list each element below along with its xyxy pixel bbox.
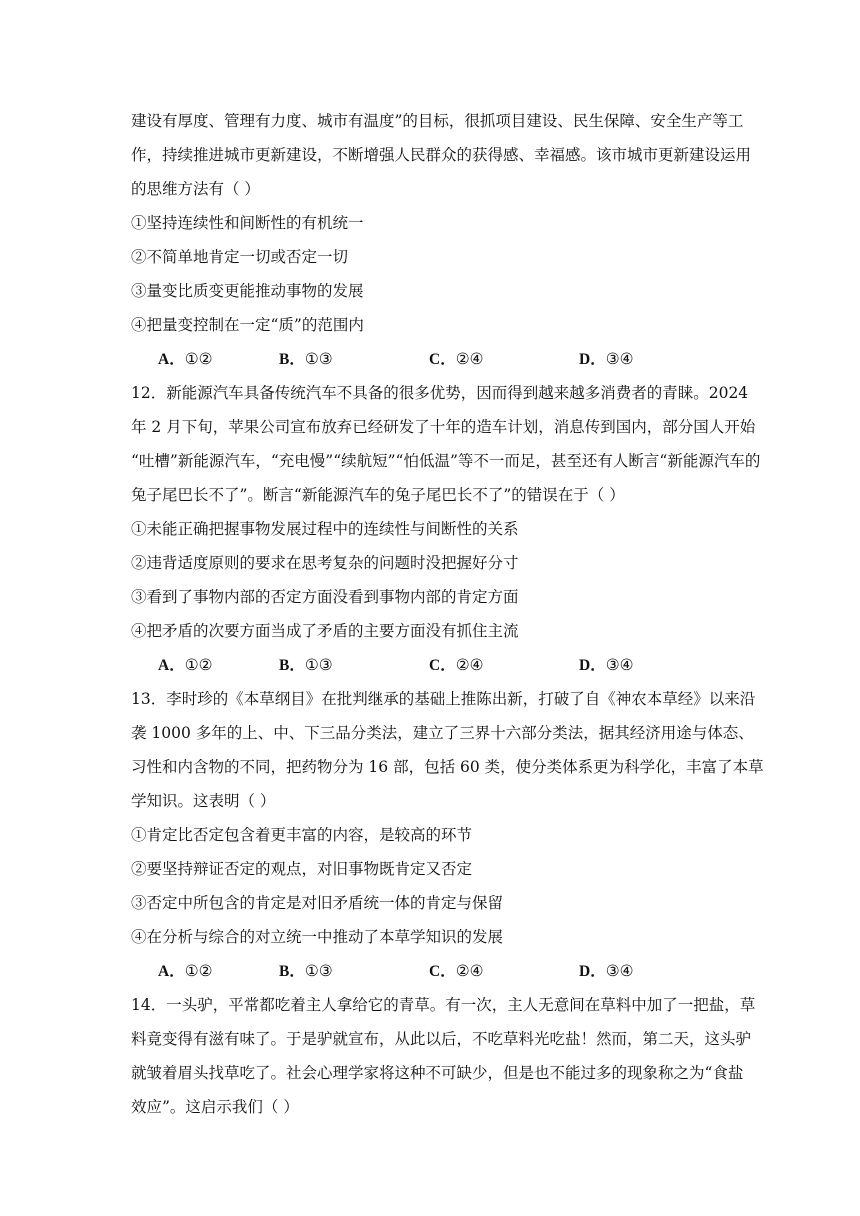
option-a[interactable]: A．①② xyxy=(158,656,213,674)
option-c[interactable]: C．②④ xyxy=(429,962,484,980)
q12-stem-line: 12．新能源汽车具备传统汽车不具备的很多优势，因而得到越来越多消费者的青睐。2024 xyxy=(131,384,749,402)
q13-statement-3: ③否定中所包含的肯定是对旧矛盾统一体的肯定与保留 xyxy=(131,894,504,912)
q13-statement-1: ①肯定比否定包含着更丰富的内容，是较高的环节 xyxy=(131,826,473,844)
option-c[interactable]: C．②④ xyxy=(429,656,484,674)
q12-stem-line: “吐槽”新能源汽车，“充电慢”“续航短”“怕低温”等不一而足，甚至还有人断言“新能源汽车的 xyxy=(131,452,761,470)
q12-stem-line: 兔子尾巴长不了”。断言“新能源汽车的兔子尾巴长不了”的错误在于（ ） xyxy=(131,486,625,504)
intro-stem-line: 的思维方法有（ ） xyxy=(131,180,260,198)
q13-stem-line: 习性和内含物的不同，把药物分为 16 部，包括 60 类，使分类体系更为科学化，丰富了本草 xyxy=(131,758,764,776)
intro-statement-2: ②不简单地肯定一切或否定一切 xyxy=(131,248,349,266)
intro-statement-1: ①坚持连续性和间断性的有机统一 xyxy=(131,214,364,232)
option-b[interactable]: B．①③ xyxy=(279,656,333,674)
option-a[interactable]: A．①② xyxy=(158,962,213,980)
option-c[interactable]: C．②④ xyxy=(429,350,484,368)
intro-stem-line: 作，持续推进城市更新建设，不断增强人民群众的获得感、幸福感。该市城市更新建设运用 xyxy=(131,146,752,164)
q12-stem-line: 年 2 月下旬，苹果公司宣布放弃已经研发了十年的造车计划，消息传到国内，部分国人开始 xyxy=(131,418,756,436)
q12-statement-3: ③看到了事物内部的否定方面没看到事物内部的肯定方面 xyxy=(131,588,519,606)
q14-stem-line: 14．一头驴，平常都吃着主人拿给它的青草。有一次，主人无意间在草料中加了一把盐，草 xyxy=(131,996,756,1014)
intro-statement-4: ④把量变控制在一定“质”的范围内 xyxy=(131,316,364,334)
q14-stem-line: 料竟变得有滋有味了。于是驴就宣布，从此以后，不吃草料光吃盐！然而，第二天，这头驴 xyxy=(131,1030,752,1048)
option-d[interactable]: D．③④ xyxy=(579,962,634,980)
q13-statement-4: ④在分析与综合的对立统一中推动了本草学知识的发展 xyxy=(131,928,504,946)
option-a[interactable]: A．①② xyxy=(158,350,213,368)
q12-statement-2: ②违背适度原则的要求在思考复杂的问题时没把握好分寸 xyxy=(131,554,519,572)
option-b[interactable]: B．①③ xyxy=(279,962,333,980)
option-d[interactable]: D．③④ xyxy=(579,656,634,674)
q13-stem-line: 袭 1000 多年的上、中、下三品分类法，建立了三界十六部分类法，据其经济用途与体态、 xyxy=(131,724,754,742)
q12-statement-4: ④把矛盾的次要方面当成了矛盾的主要方面没有抓住主流 xyxy=(131,622,519,640)
q13-stem-line: 学知识。这表明（ ） xyxy=(131,792,276,810)
option-b[interactable]: B．①③ xyxy=(279,350,333,368)
q14-stem-line: 就皱着眉头找草吃了。社会心理学家将这种不可缺少，但是也不能过多的现象称之为“食盐 xyxy=(131,1064,744,1082)
q13-statement-2: ②要坚持辩证否定的观点，对旧事物既肯定又否定 xyxy=(131,860,473,878)
q13-stem-line: 13．李时珍的《本草纲目》在批判继承的基础上推陈出新，打破了自《神农本草经》以来沿 xyxy=(131,690,756,708)
option-d[interactable]: D．③④ xyxy=(579,350,634,368)
q14-stem-line: 效应”。这启示我们（ ） xyxy=(131,1098,299,1116)
intro-statement-3: ③量变比质变更能推动事物的发展 xyxy=(131,282,364,300)
intro-stem-line: 建设有厚度、管理有力度、城市有温度”的目标，很抓项目建设、民生保障、安全生产等工 xyxy=(131,112,744,130)
q12-statement-1: ①未能正确把握事物发展过程中的连续性与间断性的关系 xyxy=(131,520,519,538)
